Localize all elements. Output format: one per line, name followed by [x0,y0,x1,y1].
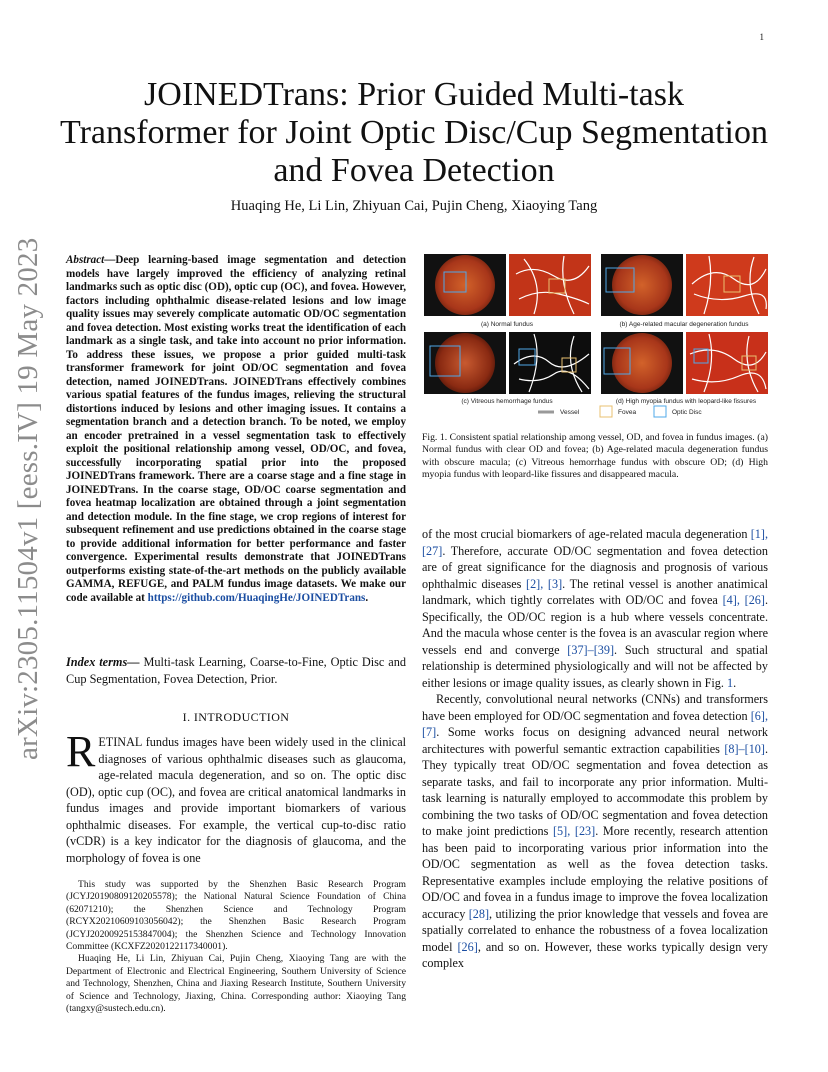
panel-b [601,254,768,328]
drop-cap: R [66,727,96,776]
page-number: 1 [759,32,764,42]
citation-link[interactable]: [1], [27] [422,527,768,558]
author-list: Huaqing He, Li Lin, Zhiyuan Cai, Pujin Cheng, Xiaoying Tang [230,198,598,214]
text-run: , and so on. However, these works typically design very complex [422,939,768,970]
figure-ref-link[interactable]: 1 [726,675,734,690]
figure-legend [538,406,702,417]
code-link[interactable]: https://github.com/HuaqingHe/JOINEDTrans [147,591,366,604]
abstract-lead: Abstract [66,254,105,266]
intro-paragraph [66,727,406,866]
panel-d [601,332,768,405]
abstract [66,254,406,605]
fovea-legend-swatch [600,406,612,417]
citation-link[interactable]: [6], [7] [422,708,768,739]
paragraph-recent-work [422,691,768,972]
citation-link[interactable]: [26] [457,939,478,954]
paragraph-biomarkers [422,526,768,691]
citation-link[interactable]: [8]–[10] [724,741,765,756]
citation-link[interactable]: [28] [468,906,490,921]
abstract-end: . [365,591,369,604]
intro-text: ETINAL fundus images have been widely used in the clinical diagnoses of various ophthalmic diseases such as glaucoma, age-related macula degeneration, and so on. The optic disc (OD), optic cup (OC), and fovea are critical anatomical landmarks in fundus images and provide important biomarkers of various ophthalmic diseases. For example, the vertical cup-to-disc ratio (vCDR) is a key indicator for the diagnosis of glaucoma, and the morphology of fovea is one [66,735,406,865]
text-run: of the most crucial biomarkers of age-related macula degeneration [422,527,751,541]
legend-fovea: Fovea [618,409,637,416]
panel-d-label: (d) High myopia fundus with leopard-like fissures [615,398,757,405]
citation-link[interactable]: [4], [26] [722,593,765,607]
panel-a-label: (a) Normal fundus [480,321,534,328]
footnote-funding: This study was supported by the Shenzhen Basic Research Program (JCYJ20190809120205578); the National Natural Science Foundation of China (62071210); the Shenzhen Science and Technology Program (RCYX20210609103056042); the Shenzhen Basic Research Program (JCYJ20200925153847004); the Shenzhen Science and Technology Innovation Committee (KCXFZ2020122117340001). [66,879,406,953]
citation-link[interactable]: [37]–[39] [567,642,614,657]
citation-link[interactable]: [5], [23] [552,824,596,838]
panel-a [424,254,591,328]
arxiv-stamp: arXiv:2305.11504v1 [eess.IV] 19 May 2023 [12,237,44,760]
panel-b-label: (b) Age-related macular degeneration fundus [619,321,749,328]
figure-fundus-images [424,254,768,420]
section-heading: I. INTRODUCTION [182,710,290,724]
index-terms-lead: Index terms— [66,655,140,669]
legend-optic-disc: Optic Disc [672,409,702,416]
text-run: . Therefore, accurate OD/OC segmentation and fovea detection are of great significance for the diagnosis and prognosis of various ophthalmic diseases [422,543,768,591]
panel-c-label: (c) Vitreous hemorrhage fundus [461,398,553,405]
paper-title: JOINEDTrans: Prior Guided Multi-task Transformer for Joint Optic Disc/Cup Segmentation and Fovea Detection [60,76,768,189]
text-run: Recently, convolutional neural networks (CNNs) and transformers have been employed for OD/OC segmentation and fovea detection [422,692,768,723]
text-run: . The retinal vessel is another anatimical landmark, which tightly correlates with OD/OC and fovea [422,576,768,607]
figure-caption: Fig. 1. Consistent spatial relationship among vessel, OD, and fovea in fundus images. (a) Normal fundus with clear OD and fovea; (b) Age-related macula degeneration fundus with obscure macula; (c) Vitreous hemorrhage fundus with obscure OD; (d) High myopia fundus with leopard-like fissures and disappeared macula. [422,432,768,481]
panel-c [424,332,591,405]
od-legend-swatch [654,406,666,417]
abstract-text: —Deep learning-based image segmentation and detection models have largely improved the efficiency of analyzing retinal landmarks such as optic disc (OD), optic cup (OC), and fovea. However, factors including ophthalmic disease-related lesions and low image quality issues may severely complicate automatic OD/OC segmentation and fovea detection. Most existing works treat the identification of each landmark as a single task, and take into account no prior information. To address these issues, we propose a prior guided multi-task transformer framework for joint OD/OC segmentation and fovea detection, named JOINEDTrans. JOINEDTrans effectively combines various spatial features of the fundus images, relieving the structural distortions induced by lesions and other imaging issues. It contains a segmentation branch and a detection branch. To be noted, we employ an encoder pretrained in a vessel segmentation task to effectively exploit the positional relationship among vessel, OD/OC, and fovea, successfully incorporating spatial prior into the proposed JOINEDTrans framework. There are a coarse stage and a fine stage in JOINEDTrans. In the coarse stage, OD/OC coarse segmentation and fovea heatmap localization are obtained through a joint segmentation and detection module. In the fine stage, we crop regions of interest for subsequent refinement and use predictions obtained in the coarse stage to provide additional information for better performance and faster convergence. Experimental results demonstrate that JOINEDTrans outperforms existing state-of-the-art methods on the publicly available GAMMA, REFUGE, and PALM fundus image datasets. We make our code available at [66,254,406,604]
panel-a-vessel [509,254,591,316]
text-run: . More recently, research attention has been paid to incorporating various prior information into the OD/OC segmentation as well as the fovea detection tasks. Representative examples include employing the relative positions of OD/OC and fovea in a fundus image to improve the fovea localization accuracy [422,824,768,921]
text-run: , utilizing the prior knowledge that vessels and fovea are spatially correlated to enhance the robustness of a fovea localization model [422,906,768,954]
legend-vessel: Vessel [560,409,580,416]
citation-link[interactable]: [2], [3] [526,576,563,591]
footnotes [66,879,406,1015]
right-column-text [422,526,768,972]
index-terms-text: Multi-task Learning, Coarse-to-Fine, Optic Disc and Cup Segmentation, Fovea Detection, Prior. [66,655,407,686]
text-run: . Specifically, the OD/OC region is a hub where vessels concentrate. And the macula whose center is the fovea is an avascular region where vessels end and converge [422,593,769,657]
footnote-affiliation: Huaqing He, Li Lin, Zhiyuan Cai, Pujin Cheng, Xiaoying Tang are with the Department of Electronic and Electrical Engineering, Southern University of Science and Technology, Shenzhen, China and Jiaxing Research Institute, Southern University of Science and Technology, Jiaxing, China. Corresponding author: Xiaoying Tang (tangxy@sustech.edu.cn). [66,953,406,1015]
text-run: . [733,675,737,690]
index-terms [66,654,406,687]
text-run: . Such structural and spatial relationship is determined physiologically and will not be affected by either lesions or image quality issues, as clearly shown in Fig. [422,642,768,690]
text-run: . They typically treat OD/OC segmentation and fovea detection as separate tasks, and fail to incorporate any prior information. Multi-task learning is naturally employed to accommodate this problem by combining the two tasks of OD/OC segmentation and fovea detection to make joint predictions [422,741,768,838]
text-run: . Some works focus on designing advanced neural network architectures with powerful semantic extraction capabilities [422,725,768,756]
